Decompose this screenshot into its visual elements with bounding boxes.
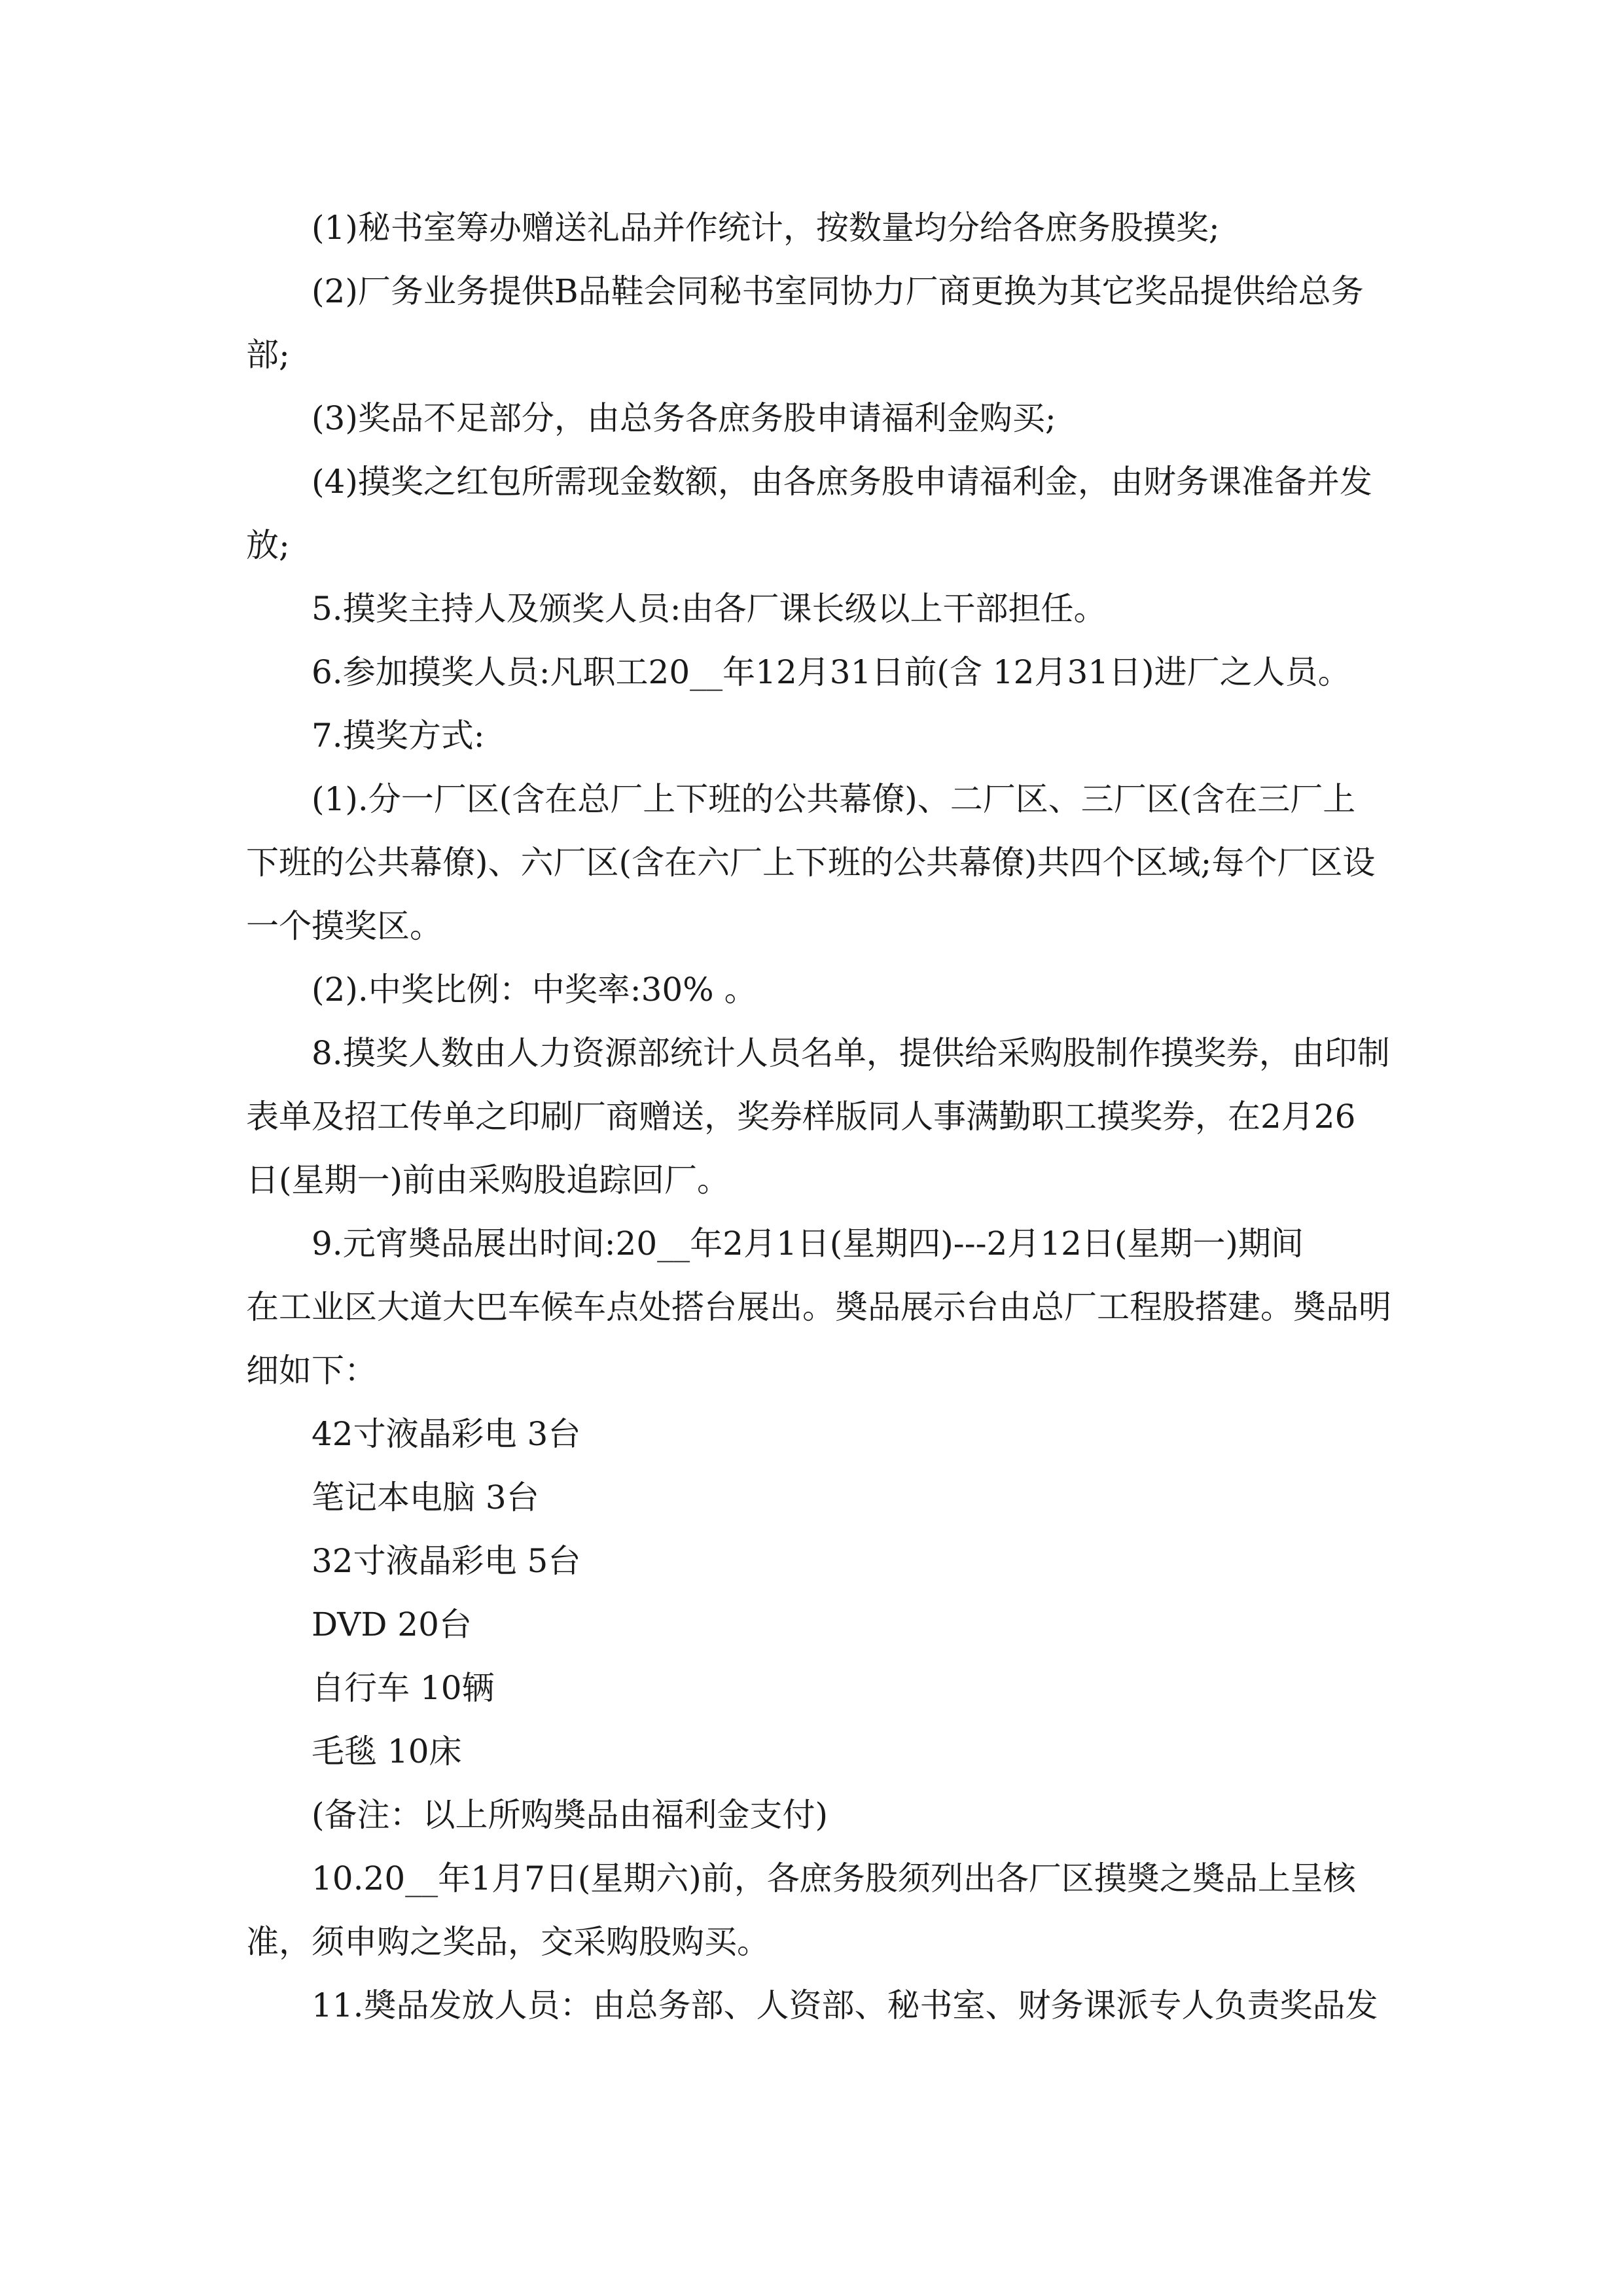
text-line: 一个摸奖区。 <box>246 907 442 945</box>
text-line: 日(星期一)前由采购股追踪回厂。 <box>246 1161 730 1199</box>
document-body <box>246 196 1391 2037</box>
text-line: (备注：以上所购奬品由福利金支付) <box>312 1796 829 1834</box>
text-line: 6.参加摸奖人员:凡职工20__年12月31日前(含 12月31日)进厂之人员。 <box>312 653 1351 691</box>
text-line: 毛毯 10床 <box>312 1732 462 1770</box>
text-line: 细如下： <box>246 1352 377 1390</box>
text-line: 自行车 10辆 <box>312 1669 495 1707</box>
text-line: 放; <box>246 526 290 564</box>
text-line: 10.20__年1月7日(星期六)前，各庶务股须列出各厂区摸奬之奬品上呈核 <box>312 1859 1356 1897</box>
text-line: 9.元宵奬品展出时间:20__年2月1日(星期四)---2月12日(星期一)期间 <box>312 1225 1304 1263</box>
text-line: 8.摸奖人数由人力资源部统计人员名单，提供给采购股制作摸奖券，由印制 <box>312 1034 1390 1072</box>
text-line: (1)秘书室筹办赠送礼品并作统计，按数量均分给各庶务股摸奖; <box>312 209 1220 247</box>
text-line: 11.奬品发放人员：由总务部、人资部、秘书室、财务课派专人负责奖品发 <box>312 1986 1378 2024</box>
text-line: 32寸液晶彩电 5台 <box>312 1542 581 1580</box>
text-line: 5.摸奖主持人及颁奖人员:由各厂课长级以上干部担任。 <box>312 590 1107 628</box>
text-line: 7.摸奖方式: <box>312 717 485 755</box>
text-line: (2).中奖比例：中奖率:30% 。 <box>312 971 757 1009</box>
text-line: (2)厂务业务提供B品鞋会同秘书室同协力厂商更换为其它奖品提供给总务 <box>312 272 1364 310</box>
text-line: (1).分一厂区(含在总厂上下班的公共幕僚)、二厂区、三厂区(含在三厂上 <box>312 780 1356 818</box>
text-line: DVD 20台 <box>312 1605 472 1643</box>
text-line: 表单及招工传单之印刷厂商赠送，奖券样版同人事满勤职工摸奖券，在2月26 <box>246 1098 1356 1136</box>
text-line: (4)摸奖之红包所需现金数额，由各庶务股申请福利金，由财务课准备并发 <box>312 463 1372 501</box>
text-line: 42寸液晶彩电 3台 <box>312 1415 581 1453</box>
text-line: 在工业区大道大巴车候车点处搭台展出。奬品展示台由总厂工程股搭建。奬品明 <box>246 1288 1391 1326</box>
text-line: 下班的公共幕僚)、六厂区(含在六厂上下班的公共幕僚)共四个区域;每个厂区设 <box>246 844 1376 882</box>
text-line: 笔记本电脑 3台 <box>312 1479 539 1516</box>
text-line: (3)奖品不足部分，由总务各庶务股申请福利金购买; <box>312 399 1056 437</box>
text-line: 部; <box>246 336 290 374</box>
text-line: 准，须申购之奖品，交采购股购买。 <box>246 1923 770 1961</box>
